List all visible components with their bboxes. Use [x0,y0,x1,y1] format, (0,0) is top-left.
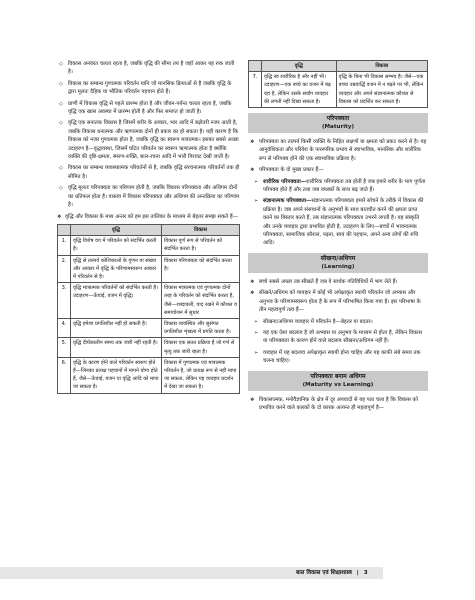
list-item: ◇ प्राणी में विकास वृद्धि से पहले प्रारम्भ होता है और जीवन-पर्यन्त चलता रहता है, जबकि वृद्धि एक खास अवस्था में प्रारम्भ होती है और फिर समाप्त हो जाती है। [59,100,232,116]
right-column [248,60,428,415]
star-bullet-icon: ❖ [57,213,62,220]
list-item: ➢ यह एक ऐसा बदलाव है जो अभ्यास या अनुभव के माध्यम से होता है, लेकिन विकास या परिपक्वता के कारण होने वाले बदलाव सीखना/अधिगम नहीं हैं। [254,329,423,345]
footer-text: बाल विकास एवं शिक्षाशास्त्र | 3 [296,570,368,576]
diamond-bullet-icon: ◇ [59,120,63,127]
maturity-points [248,138,428,175]
list-item: ◇ वृद्धि मूलतः परिपक्वता का परिणाम होती है, जबकि विकास परिपक्वता और अधिगम दोनों का प्रतिफल होता है। वास्तव में विकास परिपक्वता और अधिगम की अन्तक्रिया का परिणाम है। [59,185,240,209]
table-row: 6. वृद्धि के कारण होने वाले परिवर्तन स्वरूप होते हैं—जिनका प्रत्यक्ष पहचानों में मापने योग्य होते हैं, जैसे—ऊँचाई, वजन या वृद्धि आदि को मापा जा सकता है। विकास में गुणात्मक एवं मात्रात्मक परिवर्तन है, जो प्रत्यक्ष रूप से नहीं मापा जा सकता, लेकिन यह व्यवहार प्रदर्शन में देखा जा सकता है। [58,357,240,393]
list-item: ➢ व्यवहार में यह बदलाव अपेक्षाकृत स्थायी होना चाहिए और यह काफी लंबे समय तक चलना चाहिए। [254,349,421,365]
section-heading-maturity-vs-learning: परिपक्वता बनाम अधिगम (Maturity vs Learning) [248,371,428,391]
diamond-bullet-icon: ◇ [59,165,63,172]
diamond-bullet-icon: ◇ [59,100,63,107]
section-heading-learning: सीखना/अधिगम (Learning) [248,253,428,273]
arrow-bullet-icon: ➢ [254,349,259,356]
list-item: ➢ शारीरिक परिपक्वता—शारीरिक परिपक्वता तब होती है जब हमारे शरीर के भाग पूर्णता परिपक्व होते हैं और तथा जब वयस्कों के साथ बढ़ जाते हैं। [254,178,426,194]
list-item: ❖ विकासात्मक, मनोवैज्ञानिक के क्षेत्र में दूर अपवादों से यह पता चला है कि विकास को प्रभावित करने वाले कारकों के दो कारक अत्यन्त ही महत्वपूर्ण है— [250,396,418,411]
diamond-bullet-icon: ❖ [250,167,255,174]
arrow-bullet-icon: ➢ [254,178,259,185]
arrow-bullet-icon: ➢ [254,198,259,205]
table-row: 5. वृद्धि दीर्घकालीन समय तक जारी नहीं रहती है। विकास एक सतत प्रक्रिया है जो गर्भ से मृत्यु तक जारी रहता है। [58,338,240,357]
learning-elements [248,318,428,366]
page-number: 3 [363,570,368,576]
left-column [57,60,240,394]
growth-development-table-continued [248,60,428,108]
list-item: ◇ वृद्धि एक सनातक विकास है जिसमें शरीर के आकार, भार आदि में बढ़ोतरी नजर आती है, जबकि विकास धनात्मक और ऋणात्मक दोनों ही प्रकार का हो सकता है। यही कारण है कि विकास को नज़र गुणात्मक होता है, जबकि वृद्धि का स्वरूप मात्रात्मक। इसका सबसे अच्छा उदाहरण है—वृद्धावस्था, जिसमें घटित परिवर्तन का स्वरूप ऋणात्मक होता है क्योंकि व्यक्ति की दृष्टि-क्षमता, स्मरण-शक्ति, बाल-रचना आदि में भारी गिरावट देखी जाती है। [59,120,239,161]
list-item: ❖ बच्चे सबसे अच्छा तब सीखते हैं जब वे सार्थक गतिविधियों में भाग लेते हैं। [250,278,398,285]
arrow-bullet-icon: ➢ [254,318,259,325]
list-item: ➢ सीखना/अधिगम व्यवहार में परिवर्तन है—बेहतर या बदतर। [254,318,373,325]
table-row: 4. वृद्धि हमेशा प्रगतिशील नहीं हो सकती है। विकास व्यवस्थित और सुसंगत प्रगतिशील शृंखला में प्रगति करता है। [58,318,240,337]
table-header-row [58,224,240,235]
diamond-bullet-icon: ❖ [250,278,255,285]
diamond-bullet-icon: ◇ [59,80,63,87]
header-growth: वृद्धि [71,224,162,235]
growth-vs-development-points [57,60,240,210]
table-intro [57,213,240,221]
maturity-types [248,178,428,248]
list-item: ◇ विकास का सम्बन्ध व्यवस्थात्मक परिवर्तनों से है, जबकि वृद्धि संरचनात्मक परिवर्तनों तक ही सीमित है। [59,165,240,180]
diamond-bullet-icon: ◇ [59,61,63,67]
diamond-bullet-icon: ❖ [250,139,255,146]
list-item: ❖ परिपक्वता का तात्पर्य किसी व्यक्ति के निहित लक्षणों या क्षमता को प्रकट करने से है। यह आनुवंशिकता और परिवेश के पारस्परिक प्रभाव से स्वाभाविक, मानसिक और शारीरिक रूप से परिपक्व होने की एक स्वाभाविक प्रक्रिया है। [250,139,427,162]
list-item: ❖ वृद्धि और विकास के मध्य अन्तर को हम इस तालिका के माध्यम से बेहतर समझ सकते हैं— [57,213,238,220]
table-header-row [249,61,428,72]
table-row: 1. वृद्धि विशेष वय में परिवर्तन को संदर्भित करती है। विकास पूर्ण रूप से परिवर्तन को संदर्भित करता है। [58,236,240,255]
diamond-bullet-icon: ◇ [59,185,63,192]
arrow-bullet-icon: ➢ [254,329,259,336]
table-row: 2. वृद्धि से तात्पर्य कोशिकाओं के गुणन या संख्या और आकार में वृद्धि के परिणामस्वरूप आकार में परिवर्तन से है। विकास परिपक्वता को संदर्भित करता है। [58,255,240,283]
growth-development-table [57,224,240,394]
table-row: 3. वृद्धि मात्रात्मक परिवर्तनों को संदर्भित करती है। उदाहरण—ऊँचाई, वजन में वृद्धि। विकास मात्रात्मक एवं गुणात्मक दोनों तरह के परिवर्तन को संदर्भित करता है, जैसे—शब्दावली, याद रखने में कौशल व समायोजन में सुधार [58,283,240,319]
header-growth: वृद्धि [262,61,337,72]
table-row: 7. वृद्धि स्व शारीरिक है और नहीं भी। उदाहरण—एक बच्चे का वजन में बढ़ रहा है, लेकिन उसके सर्वांग व्यवहार की लगती नहीं दिखा सकता है। वृद्धि के बिना भी विकास सम्भव है। जैसे—एक बच्चा उम्रवार्द्धि वजन में न बढ़ने पर भी, लेकिन व्यवहार और अपने संज्ञानात्मक कौशल से विकास को प्रदर्शित कर सकता है। [249,72,428,108]
list-item: ◇ विकास अनवरत चलता रहता है, जबकि वृद्धि की सीमा तय है जहाँ आकर यह रुक जाती है। [59,61,235,76]
list-item: ❖ सीखने/अधिगम को व्यवहार में कोई भी अपेक्षाकृत स्थायी परिवर्तन जो अभ्यास और अनुभव के परिणामस्वरूप होता है के रूप में परिभाषित किया गया है। इस परिभाषा के तीन महत्वपूर्ण तत्व हैं— [250,290,421,314]
list-item: ❖ परिपक्वता के दो मुख्य प्रकार हैं— [250,167,324,174]
learning-points [248,278,428,315]
section-heading-maturity: परिपक्वता (Maturity) [248,113,428,133]
diamond-bullet-icon: ❖ [250,290,255,297]
header-development: विकास [162,224,240,235]
maturity-vs-learning-points [248,396,428,413]
list-item: ➢ संज्ञानात्मक परिपक्वता—संज्ञानात्मक परिपक्वता हमारे सोचने के तरीके में विकास की प्रक्रिया है। जब अपने संसाधनों के अनुभवों के साथ बातचीत करने की क्षमता प्राप्त करने का विस्तार करते हैं, तब संज्ञानात्मक परिपक्वता उभरने लगती है। यह संस्कृति और उनके व्यवहार द्वारा प्रभावित होती है, उदाहरण के लिए—बच्चों में भावनात्मक परिपक्वता, सामाजिक कौशल, पढ़ना, स्वयं की पहचान, अपने अन्य लोगों की रुचि आदि। [254,198,424,247]
page-footer [0,567,475,579]
list-item: ◇ विकास का सम्बन्ध गुणात्मक परिवर्तन यानि जो मानसिक क्रियाओं से है जबकि वृद्धि के द्वारा मूलतः दैहिक या भौतिक परिवर्तन पहचान होते हैं। [59,80,232,96]
diamond-bullet-icon: ❖ [250,396,255,403]
header-development: विकास [336,61,427,72]
